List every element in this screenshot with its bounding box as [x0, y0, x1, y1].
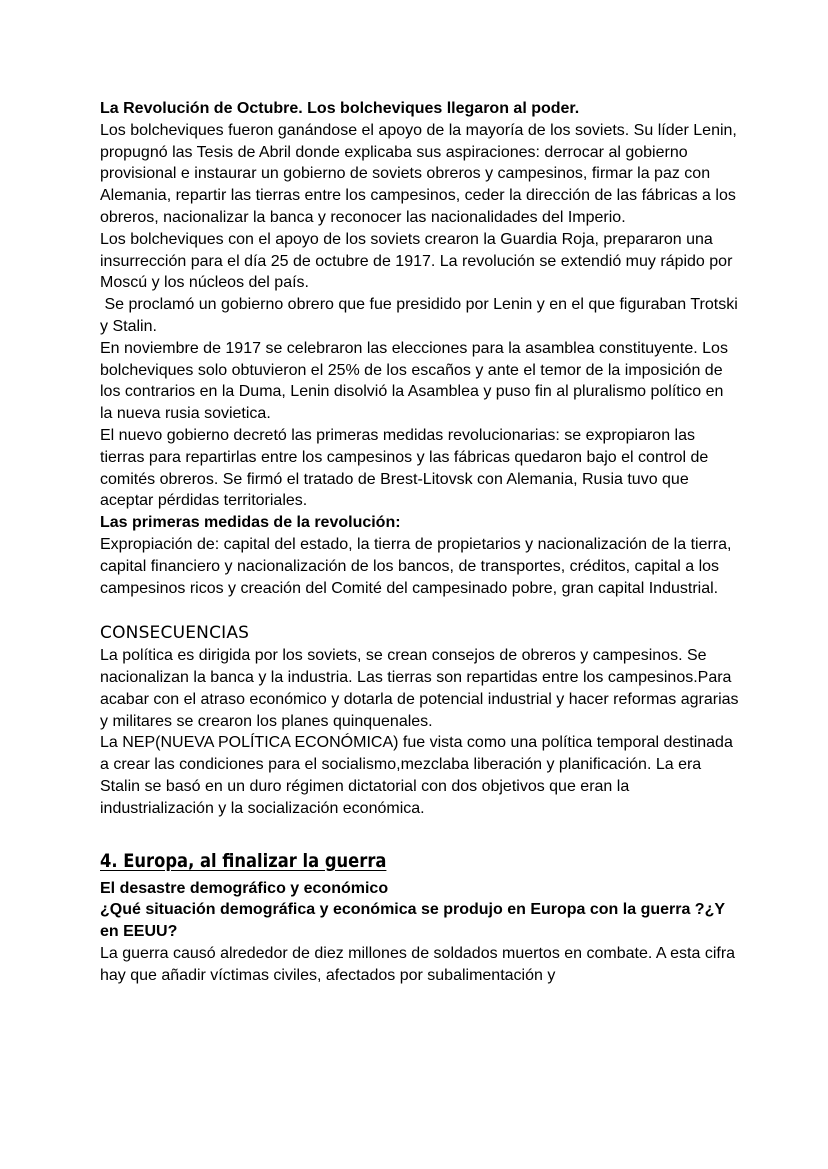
paragraph: Los bolcheviques fueron ganándose el apoyo de la mayoría de los soviets. Su líder Lenin, propugnó las Tesis de Abril donde explicaba sus aspiraciones: derrocar al gobierno provisional e instaurar un gobierno de soviets obreros y campesinos, firmar la paz con Alemania, repartir las tierras entre los campesinos, ceder la dirección de las fábricas a los obreros, nacionalizar la banca y reconocer las nacionalidades del Imperio. [100, 121, 737, 226]
document-body [100, 98, 743, 986]
section-4-heading: 4. Europa, al finalizar la guerra [100, 849, 387, 872]
paragraph: La NEP(NUEVA POLÍTICA ECONÓMICA) fue vista como una política temporal destinada a crear las condiciones para el socialismo,mezclaba liberación y planificación. La era Stalin se basó en un duro régimen dictatorial con dos objetivos que eran la industrialización y la socialización económica. [100, 734, 733, 817]
paragraph: La guerra causó alrededor de diez millones de soldados muertos en combate. A esta cifra hay que añadir víctimas civiles, afectados por subalimentación y [100, 944, 736, 984]
october-revolution-heading: La Revolución de Octubre. Los bolcheviques llegaron al poder. [100, 100, 580, 117]
demographic-subheading: El desastre demográfico y económico [100, 879, 389, 897]
consequences-heading: CONSECUENCIAS [100, 623, 250, 644]
first-measures-heading: Las primeras medidas de la revolución: [100, 514, 401, 532]
question-heading: ¿Qué situación demográfica y económica se produjo en Europa con la guerra ?¿Y en EEUU? [100, 901, 725, 941]
paragraph: En noviembre de 1917 se celebraron las elecciones para la asamblea constituyente. Los bolcheviques solo obtuvieron el 25% de los escaños y ante el temor de la imposición de los contrarios en la Duma, Lenin disolvió la Asamblea y puso fin al pluralismo político en la nueva rusia sovietica. [100, 339, 728, 423]
paragraph: El nuevo gobierno decretó las primeras medidas revolucionarias: se expropiaron las tierras para repartirlas entre los campesinos y las fábricas quedaron bajo el control de comités obreros. Se firmó el tratado de Brest-Litovsk con Alemania, Rusia tuvo que aceptar pérdidas territoriales. [100, 426, 709, 510]
paragraph: La política es dirigida por los soviets, se crean consejos de obreros y campesinos. Se nacionalizan la banca y la industria. Las tierras son repartidas entre los campesinos.Para acabar con el atraso económico y dotarla de potencial industrial y hacer reformas agrarias y militares se crearon los planes quinquenales. [100, 647, 739, 730]
spacer [100, 599, 740, 621]
paragraph: Los bolcheviques con el apoyo de los soviets crearon la Guardia Roja, prepararon una insurrección para el día 25 de octubre de 1917. La revolución se extendió muy rápido por Moscú y los núcleos del país. [100, 230, 733, 292]
paragraph: Se proclamó un gobierno obrero que fue presidido por Lenin y en el que figuraban Trotski y Stalin. [100, 296, 743, 335]
paragraph: Expropiación de: capital del estado, la tierra de propietarios y nacionalización de la tierra, capital financiero y nacionalización de los bancos, de transportes, créditos, capital a los campesinos ricos y creación del Comité del campesinado pobre, gran capital Industrial. [100, 535, 732, 597]
